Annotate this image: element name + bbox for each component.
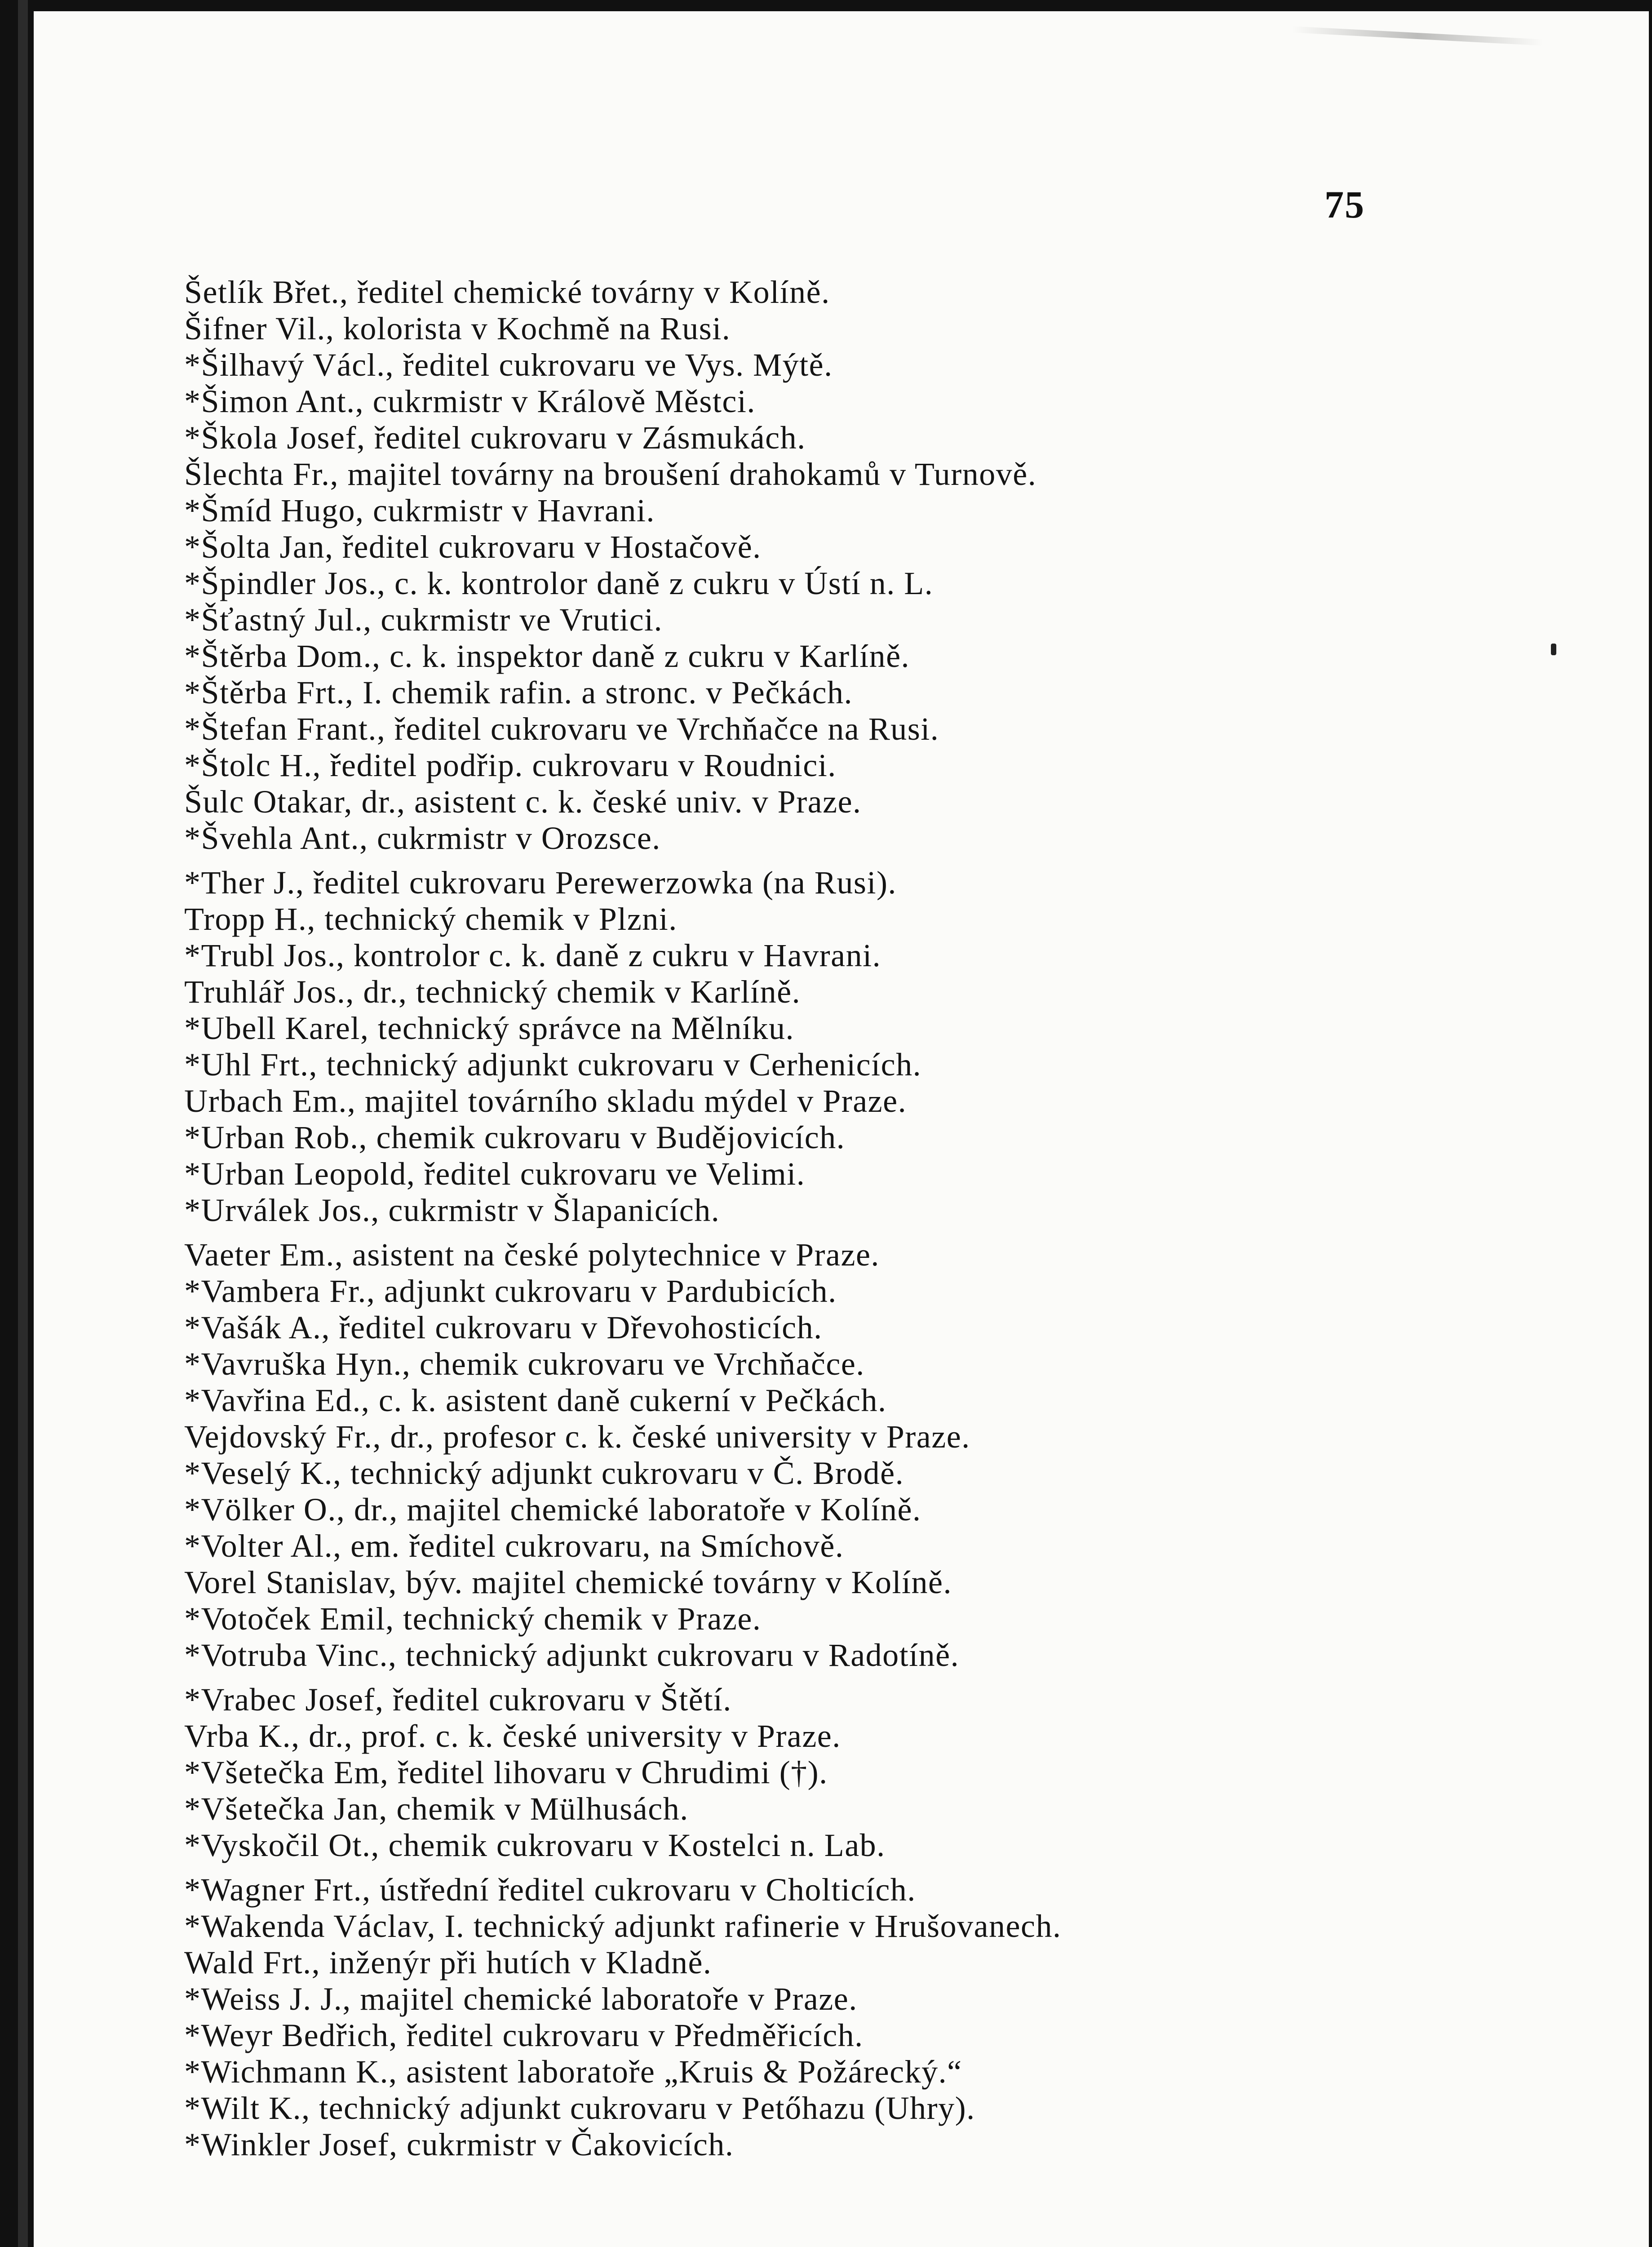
list-item: *Votruba Vinc., technický adjunkt cukrovaru v Radotíně. <box>184 1637 960 1673</box>
list-item: *Všetečka Em, ředitel lihovaru v Chrudimi (†). <box>184 1754 828 1790</box>
list-item: *Wichmann K., asistent laboratoře „Kruis & Požárecký.“ <box>184 2054 962 2090</box>
list-item: Wald Frt., inženýr při hutích v Kladně. <box>184 1945 712 1981</box>
list-item: *Švehla Ant., cukrmistr v Orozsce. <box>184 820 661 856</box>
list-item: *Weyr Bedřich, ředitel cukrovaru v Předměřicích. <box>184 2017 864 2053</box>
list-item: *Volter Al., em. ředitel cukrovaru, na Smíchově. <box>184 1528 844 1564</box>
list-item: *Uhl Frt., technický adjunkt cukrovaru v Cerhenicích. <box>184 1047 922 1083</box>
list-item: *Vavřina Ed., c. k. asistent daně cukerní v Pečkách. <box>184 1382 887 1418</box>
binding-edge <box>18 0 28 2247</box>
list-item: *Wakenda Václav, I. technický adjunkt rafinerie v Hrušovanech. <box>184 1908 1062 1944</box>
list-item: *Vrabec Josef, ředitel cukrovaru v Štětí. <box>184 1682 732 1718</box>
list-item: *Všetečka Jan, chemik v Mülhusách. <box>184 1791 689 1827</box>
list-item: *Štěrba Frt., I. chemik rafin. a stronc. v Pečkách. <box>184 675 853 711</box>
list-item: *Šimon Ant., cukrmistr v Králově Městci. <box>184 383 756 419</box>
scan-smudge <box>1292 26 1543 45</box>
list-item: *Šolta Jan, ředitel cukrovaru v Hostačově. <box>184 529 762 565</box>
list-item: Vorel Stanislav, býv. majitel chemické továrny v Kolíně. <box>184 1564 952 1600</box>
list-item: Tropp H., technický chemik v Plzni. <box>184 901 678 937</box>
list-item: Urbach Em., majitel továrního skladu mýdel v Praze. <box>184 1083 907 1119</box>
list-item: Šifner Vil., kolorista v Kochmě na Rusi. <box>184 311 731 346</box>
list-item: *Veselý K., technický adjunkt cukrovaru v Č. Brodě. <box>184 1455 904 1491</box>
list-item: *Vambera Fr., adjunkt cukrovaru v Pardubicích. <box>184 1273 837 1309</box>
list-item: *Wilt K., technický adjunkt cukrovaru v Petőhazu (Uhry). <box>184 2090 975 2126</box>
list-item: *Ubell Karel, technický správce na Mělníku. <box>184 1010 795 1046</box>
member-list <box>184 274 1061 2163</box>
list-item: *Völker O., dr., majitel chemické laboratoře v Kolíně. <box>184 1492 921 1528</box>
list-item: *Weiss J. J., majitel chemické laboratoře v Praze. <box>184 1981 858 2017</box>
list-item: *Špindler Jos., c. k. kontrolor daně z cukru v Ústí n. L. <box>184 565 934 601</box>
list-item: *Škola Josef, ředitel cukrovaru v Zásmukách. <box>184 420 806 456</box>
list-item: Šlechta Fr., majitel továrny na broušení drahokamů v Turnově. <box>184 456 1037 492</box>
list-item: *Ther J., ředitel cukrovaru Perewerzowka (na Rusi). <box>184 865 897 901</box>
list-item: *Štěrba Dom., c. k. inspektor daně z cukru v Karlíně. <box>184 638 910 674</box>
list-item: Šulc Otakar, dr., asistent c. k. české univ. v Praze. <box>184 784 862 820</box>
list-item: *Šilhavý Václ., ředitel cukrovaru ve Vys. Mýtě. <box>184 347 833 383</box>
list-item: Vrba K., dr., prof. c. k. české university v Praze. <box>184 1718 841 1754</box>
list-item: *Votoček Emil, technický chemik v Praze. <box>184 1601 762 1637</box>
list-item: Vaeter Em., asistent na české polytechnice v Praze. <box>184 1237 880 1273</box>
list-item: *Vašák A., ředitel cukrovaru v Dřevohosticích. <box>184 1310 823 1346</box>
list-item: *Urválek Jos., cukrmistr v Šlapanicích. <box>184 1192 720 1228</box>
list-item: *Urban Rob., chemik cukrovaru v Budějovicích. <box>184 1119 846 1155</box>
list-item: *Šmíd Hugo, cukrmistr v Havrani. <box>184 493 655 528</box>
list-item: *Štefan Frant., ředitel cukrovaru ve Vrchňačce na Rusi. <box>184 711 939 747</box>
list-item: *Wagner Frt., ústřední ředitel cukrovaru v Cholticích. <box>184 1872 916 1908</box>
list-item: Truhlář Jos., dr., technický chemik v Karlíně. <box>184 974 801 1010</box>
list-item: *Šťastný Jul., cukrmistr ve Vrutici. <box>184 602 663 638</box>
ink-speck <box>1551 644 1556 655</box>
list-item: *Trubl Jos., kontrolor c. k. daně z cukru v Havrani. <box>184 937 881 973</box>
list-item: Vejdovský Fr., dr., profesor c. k. české university v Praze. <box>184 1419 970 1455</box>
page-number: 75 <box>1324 183 1365 226</box>
list-item: *Urban Leopold, ředitel cukrovaru ve Velimi. <box>184 1156 806 1192</box>
list-item: Šetlík Břet., ředitel chemické továrny v Kolíně. <box>184 274 830 310</box>
list-item: *Vavruška Hyn., chemik cukrovaru ve Vrchňačce. <box>184 1346 865 1382</box>
list-item: *Vyskočil Ot., chemik cukrovaru v Kostelci n. Lab. <box>184 1827 886 1863</box>
list-item: *Štolc H., ředitel podřip. cukrovaru v Roudnici. <box>184 747 837 783</box>
list-item: *Winkler Josef, cukrmistr v Čakovicích. <box>184 2127 734 2163</box>
